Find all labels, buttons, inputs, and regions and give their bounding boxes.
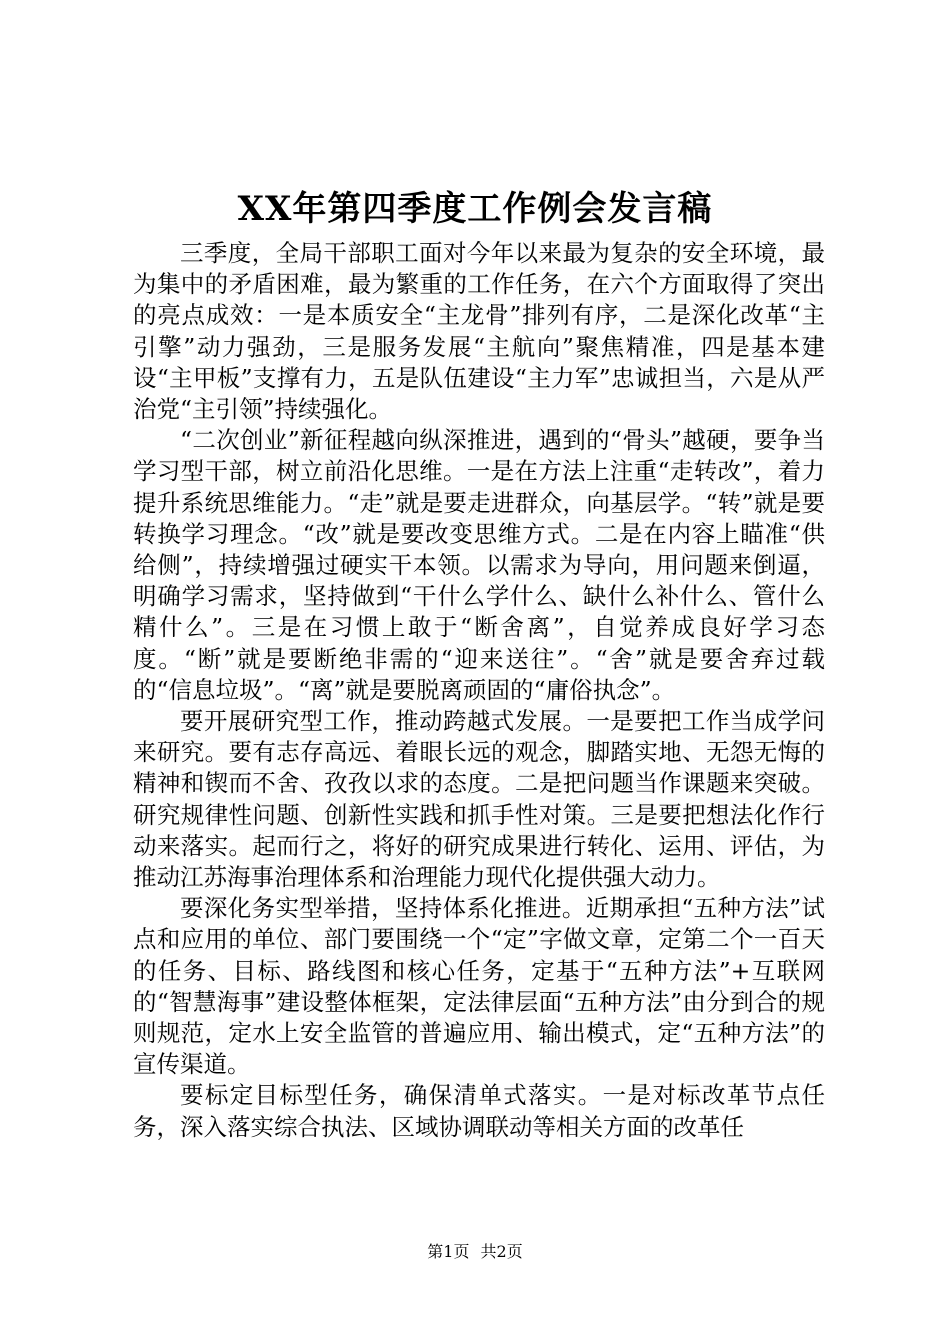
page-number-current: 第1页 — [427, 1242, 470, 1261]
paragraph-1: 三季度，全局干部职工面对今年以来最为复杂的安全环境，最为集中的矛盾困难，最为繁重的工作任务，在六个方面取得了突出的亮点成效：一是本质安全“主龙骨”排列有序，二是深化改革“主引擎”动力强劲，三是服务发展“主航向”聚焦精准，四是基本建设“主甲板”支撑有力，五是队伍建设“主力军”忠诚担当，六是从严治党“主引领”持续强化。 — [133, 239, 825, 424]
page-footer — [0, 1240, 950, 1264]
paragraph-4: 要深化务实型举措，坚持体系化推进。近期承担“五种方法”试点和应用的单位、部门要围绕一个“定”字做文章，定第二个一百天的任务、目标、路线图和核心任务，定基于“五种方法”+互联网的“智慧海事”建设整体框架，定法律层面“五种方法”由分到合的规则规范，定水上安全监管的普遍应用、输出模式，定“五种方法”的宣传渠道。 — [133, 894, 825, 1079]
page-number-total: 共2页 — [480, 1242, 523, 1261]
document-body — [133, 238, 825, 1143]
paragraph-5: 要标定目标型任务，确保清单式落实。一是对标改革节点任务，深入落实综合执法、区域协调联动等相关方面的改革任 — [133, 1081, 825, 1141]
paragraph-3: 要开展研究型工作，推动跨越式发展。一是要把工作当成学问来研究。要有志存高远、着眼长远的观念，脚踏实地、无怨无悔的精神和锲而不舍、孜孜以求的态度。二是把问题当作课题来突破。研究规律性问题、创新性实践和抓手性对策。三是要把想法化作行动来落实。起而行之，将好的研究成果进行转化、运用、评估，为推动江苏海事治理体系和治理能力现代化提供强大动力。 — [133, 707, 825, 892]
document-title: XX年第四季度工作例会发言稿 — [237, 189, 713, 229]
paragraph-2: “二次创业”新征程越向纵深推进，遇到的“骨头”越硬，要争当学习型干部，树立前沿化思维。一是在方法上注重“走转改”，着力提升系统思维能力。“走”就是要走进群众，向基层学。“转”就是要转换学习理念。“改”就是要改变思维方式。二是在内容上瞄准“供给侧”，持续增强过硬实干本领。以需求为导向，用问题来倒逼，明确学习需求，坚持做到“干什么学什么、缺什么补什么、管什么精什么”。三是在习惯上敢于“断舍离”，自觉养成良好学习态度。“断”就是要断绝非需的“迎来送往”。“舍”就是要舍弃过载的“信息垃圾”。“离”就是要脱离顽固的“庸俗执念”。 — [133, 426, 825, 704]
